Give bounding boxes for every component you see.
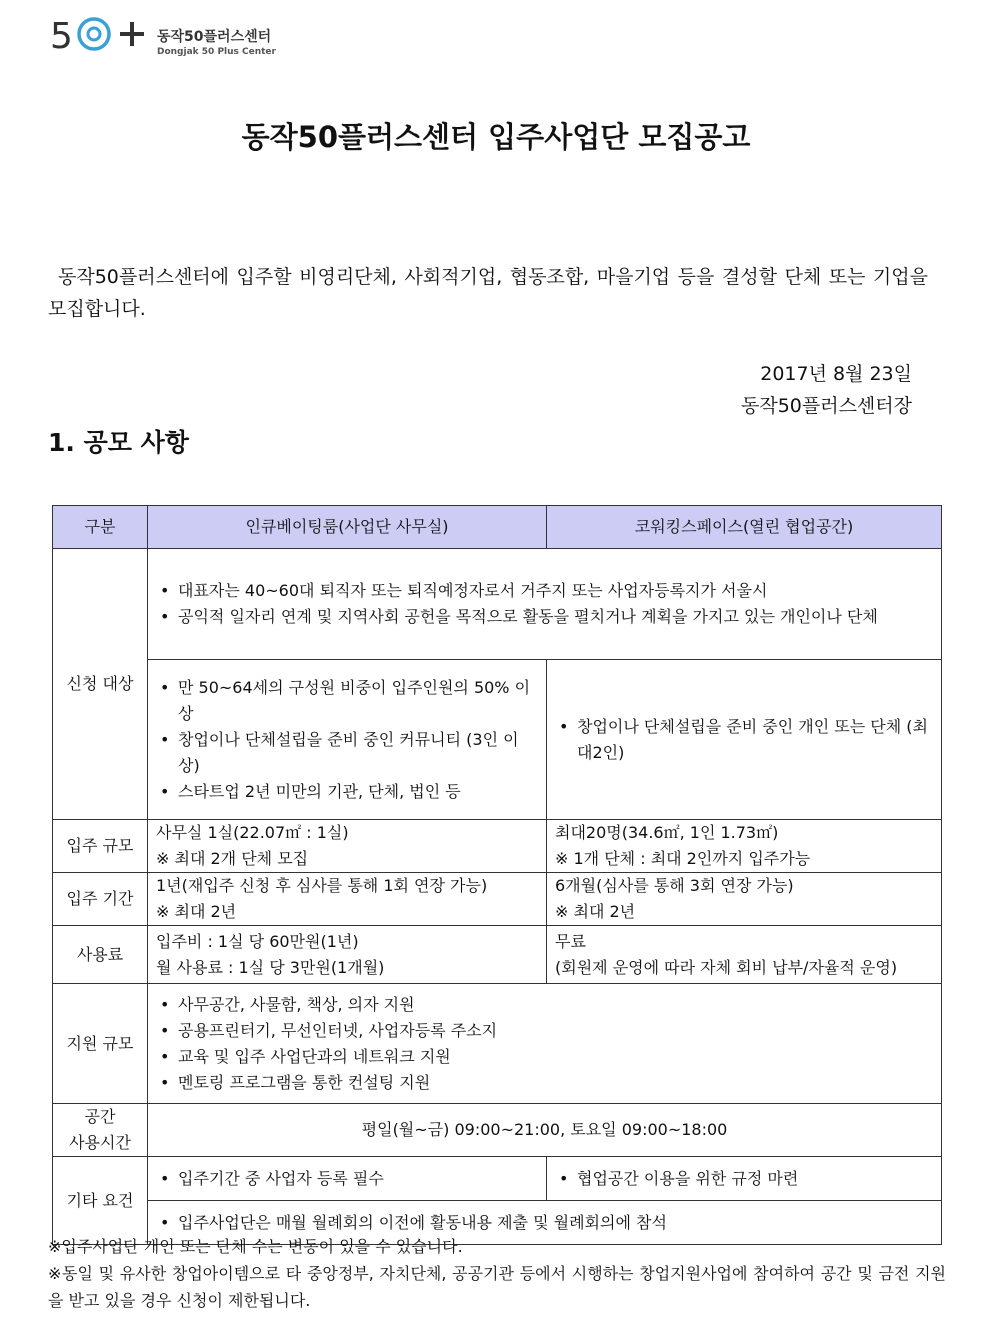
scale-coworking-cell (547, 820, 942, 873)
applicants-common-list (156, 578, 933, 630)
header-category: 구분 (53, 506, 148, 549)
list-item: • 협업공간 이용을 위한 규정 마련 (555, 1166, 933, 1192)
notice-issuer: 동작50플러스센터장 (740, 395, 912, 417)
cell-line: ※ 최대 2개 단체 모집 (156, 849, 309, 868)
table-row (53, 873, 942, 926)
list-item: • 멘토링 프로그램을 통한 컨설팅 지원 (156, 1070, 933, 1096)
support-list (156, 992, 933, 1096)
page-title: 동작50플러스센터 입주사업단 모집공고 (241, 120, 751, 154)
list-item: • 스타트업 2년 미만의 기관, 단체, 법인 등 (156, 779, 538, 805)
table-row (53, 926, 942, 984)
notice-date: 2017년 8월 23일 (760, 363, 912, 385)
applicants-coworking-list (555, 714, 933, 766)
etc-incubating-cell (148, 1157, 547, 1201)
cell-line: ※ 최대 2년 (156, 902, 237, 921)
list-item: • 창업이나 단체설립을 준비 중인 커뮤니티 (3인 이상) (156, 727, 538, 779)
footnote: ※입주사업단 개인 또는 단체 수는 변동이 있을 수 있습니다. (48, 1237, 463, 1256)
cell-line: 사무실 1실(22.07㎡ : 1실) (156, 823, 349, 842)
logo-five: 5 (50, 16, 73, 56)
etc-incubating-list (156, 1166, 538, 1192)
cell-line: (회원제 운영에 따라 자체 회비 납부/자율적 운영) (555, 957, 898, 977)
row-label-scale: 입주 규모 (53, 820, 148, 873)
logo-subtitle: Dongjak 50 Plus Center (157, 47, 276, 57)
cell-line: 최대20명(34.6㎡, 1인 1.73㎡) (555, 823, 779, 842)
cell-line: 무료 (555, 931, 586, 951)
footnotes (48, 1233, 946, 1314)
row-label-fee: 사용료 (53, 926, 148, 984)
list-item: • 입주사업단은 매월 월례회의 이전에 활동내용 제출 및 월례회의에 참석 (156, 1210, 933, 1236)
list-item: • 사무공간, 사물함, 책상, 의자 지원 (156, 992, 933, 1018)
applicants-incubating-list (156, 675, 538, 805)
table-row (53, 984, 942, 1104)
section-title: 1. 공모 사항 (48, 428, 189, 457)
applicants-coworking-cell (547, 660, 942, 820)
table-row (53, 1104, 942, 1157)
header-coworking-space: 코워킹스페이스(열린 협업공간) (547, 506, 942, 549)
table-row (53, 820, 942, 873)
hours-label-line: 공간 (84, 1107, 116, 1126)
list-item: • 입주기간 중 사업자 등록 필수 (156, 1166, 538, 1192)
recruitment-table (52, 505, 942, 1245)
period-incubating-cell (148, 873, 547, 926)
row-label-hours (53, 1104, 148, 1157)
hours-cell: 평일(월~금) 09:00~21:00, 토요일 09:00~18:00 (148, 1104, 942, 1157)
period-coworking-cell (547, 873, 942, 926)
table-row (53, 660, 942, 820)
table-row (53, 549, 942, 660)
scale-incubating-cell (148, 820, 547, 873)
cell-line: 1년(재입주 신청 후 심사를 통해 1회 연장 가능) (156, 876, 488, 895)
table-header-row (53, 506, 942, 549)
header-incubating-room: 인큐베이팅룸(사업단 사무실) (148, 506, 547, 549)
list-item: • 대표자는 40~60대 퇴직자 또는 퇴직예정자로서 거주지 또는 사업자등록지가 서울시 (156, 578, 933, 604)
notice-signature (741, 358, 912, 422)
cell-line: ※ 1개 단체 : 최대 2인까지 입주가능 (555, 849, 811, 868)
etc-coworking-cell (547, 1157, 942, 1201)
footnote: ※동일 및 유사한 창업아이템으로 타 중앙정부, 자치단체, 공공기관 등에서 시행하는 창업지원사업에 참여하여 공간 및 금전 지원을 받고 있을 경우 신청이 제한됩니다. (48, 1264, 946, 1310)
list-item: • 창업이나 단체설립을 준비 중인 개인 또는 단체 (최대2인) (555, 714, 933, 766)
cell-line: ※ 최대 2년 (555, 902, 636, 921)
list-item: • 교육 및 입주 사업단과의 네트워크 지원 (156, 1044, 933, 1070)
row-label-support: 지원 규모 (53, 984, 148, 1104)
hours-label-line: 사용시간 (69, 1133, 131, 1152)
applicants-common-cell (148, 549, 942, 660)
fee-incubating-cell (148, 926, 547, 984)
row-label-etc: 기타 요건 (53, 1157, 148, 1245)
cell-line: 6개월(심사를 통해 3회 연장 가능) (555, 876, 794, 895)
cell-line: 입주비 : 1실 당 60만원(1년) (156, 931, 359, 951)
list-item: • 만 50~64세의 구성원 비중이 입주인원의 50% 이상 (156, 675, 538, 727)
intro-paragraph: 동작50플러스센터에 입주할 비영리단체, 사회적기업, 협동조합, 마을기업 등을 결성할 단체 또는 기업을 모집합니다. (48, 266, 928, 320)
row-label-period: 입주 기간 (53, 873, 148, 926)
support-cell (148, 984, 942, 1104)
fifty-plus-logo-icon (50, 12, 150, 56)
logo-name: 동작50플러스센터 (157, 29, 272, 45)
cell-line: 월 사용료 : 1실 당 3만원(1개월) (156, 957, 385, 977)
fee-coworking-cell (547, 926, 942, 984)
etc-coworking-list (555, 1166, 933, 1192)
list-item: • 공용프린터기, 무선인터넷, 사업자등록 주소지 (156, 1018, 933, 1044)
list-item: • 공익적 일자리 연계 및 지역사회 공헌을 목적으로 활동을 펼치거나 계획을 가지고 있는 개인이나 단체 (156, 604, 933, 630)
etc-common-list (156, 1210, 933, 1236)
applicants-incubating-cell (148, 660, 547, 820)
row-label-applicants: 신청 대상 (53, 549, 148, 820)
table-row (53, 1157, 942, 1201)
